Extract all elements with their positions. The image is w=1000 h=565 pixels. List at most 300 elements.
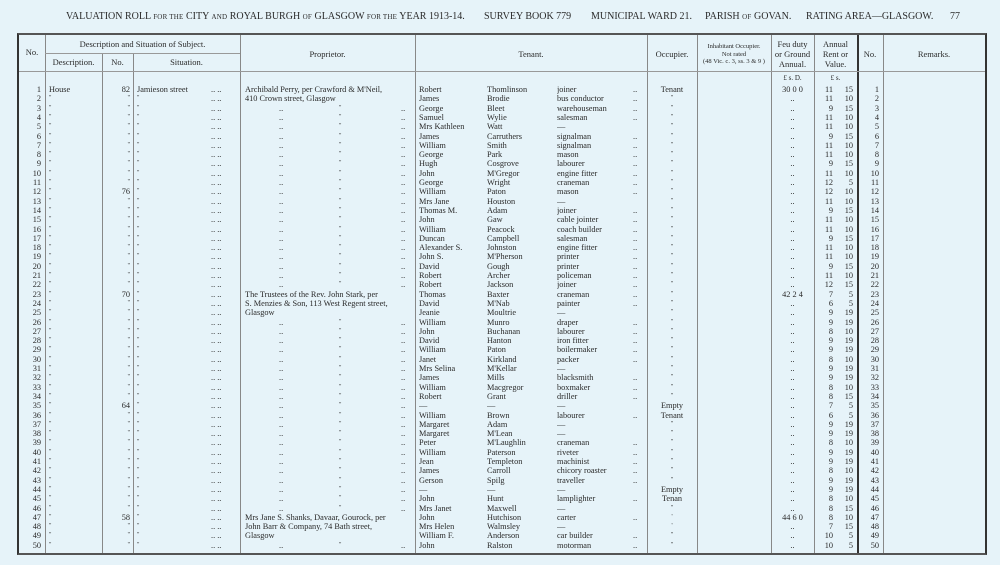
cell-occupier: " [670, 532, 674, 539]
header-number: No. [111, 57, 124, 67]
leader-dots: .. [633, 410, 638, 420]
cell-rs: 10 [844, 252, 853, 262]
cell-no: 35 [32, 401, 41, 411]
table-row [19, 345, 985, 354]
cell-rl: 9 [828, 159, 833, 169]
leader-dots: .. [633, 178, 638, 187]
cell-rl: 9 [828, 429, 833, 439]
cell-occ: lamplighter [557, 494, 596, 504]
leader-dots: .. " .. [279, 168, 406, 178]
cell-last: Anderson [487, 531, 520, 541]
leader-dots: .. [633, 261, 638, 271]
leader-dots: .. " .. [279, 224, 406, 234]
row-number-right: 14 [870, 205, 879, 215]
table-row [19, 299, 985, 308]
cell-no: 2 [36, 94, 41, 104]
cell-num: " [127, 95, 130, 102]
cell-rs: 10 [844, 243, 853, 253]
cell-num: " [127, 383, 130, 390]
table-row [19, 94, 985, 103]
cell-rl: 9 [828, 419, 833, 429]
leader-dots: .. [633, 466, 638, 476]
cell-occ: — [557, 401, 566, 411]
cell-feu: .. [790, 103, 795, 113]
leader-dots: .. [633, 354, 638, 364]
cell-first: James [419, 94, 440, 104]
cell-occ: — [557, 429, 566, 439]
leader-dots: .. " .. [279, 150, 406, 160]
cell-desc: " [49, 541, 52, 548]
cell-sit: " [137, 513, 140, 520]
page-number: 77 [950, 11, 960, 22]
cell-first: William [419, 382, 446, 392]
cell-rl: 8 [828, 503, 833, 513]
leader-dots: .. .. [211, 531, 222, 541]
cell-last: Johnston [487, 243, 517, 253]
row-number-right: 32 [870, 373, 879, 383]
cell-desc: " [49, 299, 52, 306]
table-row [19, 392, 985, 401]
cell-num: " [127, 346, 130, 353]
cell-last: Kirkland [487, 354, 517, 364]
leader-dots: .. " .. [279, 280, 406, 290]
leader-dots: .. .. [211, 410, 222, 420]
cell-first: David [419, 261, 440, 271]
cell-sit: " [137, 179, 140, 185]
title-text: OF [742, 13, 752, 21]
leader-dots: .. [633, 168, 638, 178]
row-number-right: 37 [870, 419, 879, 429]
cell-num: " [127, 206, 130, 213]
cell-no: 8 [36, 150, 41, 160]
cell-last: Paton [487, 187, 506, 197]
cell-feu: .. [790, 252, 795, 262]
cell-occupier: " [670, 132, 674, 139]
cell-desc: " [49, 188, 52, 195]
cell-last: Macgregor [487, 382, 524, 392]
cell-occ: salesman [557, 112, 588, 122]
cell-occ: painter [557, 298, 581, 308]
cell-desc: " [49, 318, 52, 325]
cell-rl: 11 [825, 122, 833, 132]
cell-feu: .. [790, 494, 795, 504]
cell-num: " [127, 355, 130, 362]
cell-occ: carter [557, 512, 576, 522]
cell-first: James [419, 373, 440, 383]
cell-sit: " [137, 290, 140, 297]
leader-dots: .. " .. [279, 447, 406, 457]
cell-no: 23 [32, 289, 41, 299]
cell-occ: boxmaker [557, 382, 591, 392]
cell-rl: 9 [828, 336, 833, 346]
row-number-right: 13 [870, 196, 879, 206]
leader-dots: .. [633, 215, 638, 225]
leader-dots: .. " .. [279, 410, 406, 420]
leader-dots: .. [633, 103, 638, 113]
table-row [19, 122, 985, 131]
cell-num: " [127, 216, 130, 223]
leader-dots: .. " .. [279, 364, 406, 373]
cell-num: " [127, 169, 130, 176]
cell-rl: 9 [828, 475, 833, 485]
cell-num: " [127, 485, 130, 492]
cell-num: " [127, 476, 130, 483]
cell-occ: mason [557, 187, 579, 197]
leader-dots: .. [633, 475, 638, 485]
cell-num: " [127, 160, 130, 167]
row-number-right: 6 [874, 131, 879, 141]
cell-first: George [419, 103, 444, 113]
cell-num: " [127, 309, 130, 316]
cell-sit: " [137, 439, 140, 446]
cell-no: 7 [36, 140, 41, 150]
leader-dots: .. .. [211, 280, 222, 290]
cell-last: Hanton [487, 336, 512, 346]
cell-occ: policeman [557, 271, 592, 280]
leader-dots: .. .. [211, 391, 222, 401]
cell-desc: " [49, 392, 52, 399]
cell-num: " [127, 458, 130, 464]
cell-rs: 15 [844, 233, 853, 243]
cell-occupier: " [670, 123, 674, 130]
header-no-2: No. [863, 49, 877, 59]
cell-sit: " [137, 318, 140, 325]
cell-rl: 9 [828, 317, 833, 327]
cell-sit: " [137, 374, 140, 381]
leader-dots: .. .. [211, 178, 222, 187]
cell-no: 22 [32, 280, 41, 290]
cell-rs: 10 [844, 271, 853, 280]
cell-last: Wylie [487, 112, 507, 122]
cell-last: Campbell [487, 233, 520, 243]
cell-occ: — [557, 122, 566, 132]
cell-desc: " [49, 244, 52, 251]
header-remarks: Remarks. [917, 49, 951, 59]
cell-last: Maxwell [487, 503, 517, 513]
cell-last: Spilg [487, 475, 505, 485]
row-number-right: 20 [870, 261, 879, 271]
cell-occupier: " [670, 225, 674, 232]
cell-sit: " [137, 392, 140, 399]
cell-desc: " [49, 253, 52, 260]
cell-occ: joiner [557, 85, 577, 94]
cell-desc: " [49, 513, 52, 520]
cell-occ: signalman [557, 131, 592, 141]
cell-occupier: " [670, 337, 674, 344]
cell-feu: .. [790, 466, 795, 476]
cell-sit: " [137, 467, 140, 474]
cell-feu: .. [790, 391, 795, 401]
row-number-right: 23 [870, 289, 879, 299]
table-row [19, 280, 985, 289]
cell-num: " [127, 123, 130, 130]
leader-dots: .. .. [211, 373, 222, 383]
leader-dots: .. [633, 243, 638, 253]
cell-occ: engine fitter [557, 243, 598, 253]
cell-first: John S. [419, 252, 444, 262]
cell-last: Jackson [487, 280, 514, 290]
row-number-right: 11 [871, 178, 879, 187]
cell-first: Robert [419, 85, 442, 94]
cell-first: Hugh [419, 159, 438, 169]
cell-occ: labourer [557, 410, 585, 420]
leader-dots: .. .. [211, 336, 222, 346]
cell-sit: " [137, 309, 140, 316]
cell-rs: 10 [844, 512, 853, 522]
leader-dots: .. .. [211, 512, 222, 522]
cell-sit: " [137, 123, 140, 130]
cell-num: " [127, 327, 130, 334]
cell-occupier: " [670, 430, 674, 437]
cell-last: Ralston [487, 540, 513, 550]
cell-feu: .. [790, 438, 795, 448]
cell-occupier: " [670, 253, 674, 260]
cell-sit: " [137, 225, 140, 232]
header-annual-rent [814, 39, 857, 69]
leader-dots: .. [633, 112, 638, 122]
cell-rl: 11 [825, 150, 833, 160]
cell-desc: " [49, 169, 52, 176]
leader-dots: .. " .. [279, 457, 406, 466]
header-text: Annual. [778, 59, 807, 69]
table-row [19, 308, 985, 317]
row-number-right: 12 [870, 187, 879, 197]
cell-first: William [419, 224, 446, 234]
cell-no: 1 [36, 85, 41, 94]
cell-num: " [127, 262, 130, 269]
cell-feu: .. [790, 233, 795, 243]
cell-first: James [419, 466, 440, 476]
table-row [19, 132, 985, 141]
cell-num: " [127, 318, 130, 325]
cell-rs: 19 [844, 419, 853, 429]
cell-occupier: " [670, 216, 674, 223]
cell-last: Paterson [487, 447, 516, 457]
cell-last: Houston [487, 196, 516, 206]
cell-first: Alexander S. [419, 243, 463, 253]
cell-occ: cable jointer [557, 215, 599, 225]
row-number-right: 44 [870, 484, 879, 494]
header-inhabitant [697, 43, 771, 66]
row-number-right: 48 [870, 522, 879, 532]
cell-first: David [419, 336, 440, 346]
leader-dots: .. [633, 326, 638, 336]
title-text: FOR THE [153, 13, 184, 21]
cell-rl: 9 [828, 364, 833, 373]
cell-occ: engine fitter [557, 168, 598, 178]
cell-desc: " [49, 402, 52, 409]
cell-feu: .. [790, 298, 795, 308]
cell-occ: — [557, 503, 566, 513]
cell-occupier: " [670, 197, 674, 204]
leader-dots: .. " .. [279, 494, 406, 504]
cell-num: " [127, 392, 130, 399]
leader-dots: .. " .. [279, 112, 406, 122]
cell-occupier: " [670, 281, 674, 288]
cell-num: " [127, 504, 130, 511]
title-text: VALUATION ROLL [66, 11, 151, 22]
cell-desc: " [49, 495, 52, 502]
cell-occ: machinist [557, 457, 590, 466]
cell-first: Jeanie [419, 308, 440, 318]
table-row [19, 494, 985, 503]
leader-dots: .. .. [211, 540, 222, 550]
cell-last: Moultrie [487, 308, 517, 318]
cell-occupier: " [670, 151, 674, 158]
cell-feu: .. [790, 131, 795, 141]
leader-dots: .. [633, 280, 638, 290]
cell-last: Brown [487, 410, 510, 420]
cell-rs: 15 [844, 131, 853, 141]
cell-first: William [419, 447, 446, 457]
cell-occ: — [557, 196, 566, 206]
title-text: YEAR 1913-14. [399, 11, 465, 22]
cell-rs: 19 [844, 373, 853, 383]
cell-num: " [127, 523, 130, 530]
row-number-right: 29 [870, 345, 879, 355]
leader-dots: .. .. [211, 122, 222, 132]
leader-dots: .. [633, 382, 638, 392]
cell-rs: 19 [844, 364, 853, 373]
leader-dots: .. .. [211, 419, 222, 429]
cell-occupier: " [670, 309, 674, 316]
cell-occ: — [557, 484, 566, 494]
cell-rl: 9 [828, 484, 833, 494]
cell-no: 12 [32, 187, 41, 197]
cell-desc: " [49, 123, 52, 130]
cell-rl: 10 [824, 531, 833, 541]
cell-rl: 7 [828, 522, 833, 532]
leader-dots: .. [633, 289, 638, 299]
leader-dots: .. [633, 94, 638, 104]
cell-feu: .. [790, 447, 795, 457]
cell-first: Gerson [419, 475, 443, 485]
cell-desc: " [49, 234, 52, 241]
cell-first: William [419, 410, 446, 420]
cell-first: John [419, 512, 435, 522]
cell-rs: 5 [848, 401, 853, 411]
cell-rl: 7 [828, 289, 833, 299]
cell-sit: " [137, 113, 140, 120]
cell-num: " [127, 132, 130, 139]
cell-occupier: " [670, 420, 674, 427]
cell-occupier: Empty [660, 401, 684, 411]
leader-dots: .. " .. [279, 215, 406, 225]
cell-rl: 11 [825, 140, 833, 150]
cell-feu: .. [790, 401, 795, 411]
header-tenant: Tenant. [518, 49, 544, 59]
row-number-right: 17 [870, 233, 879, 243]
cell-occ: traveller [557, 475, 585, 485]
table-row [19, 215, 985, 224]
cell-first: Robert [419, 271, 442, 280]
cell-num: " [127, 151, 130, 158]
table-row [19, 476, 985, 485]
cell-rl: 8 [828, 494, 833, 504]
cell-sit: " [137, 383, 140, 390]
cell-feu: .. [790, 140, 795, 150]
cell-first: William [419, 187, 446, 197]
leader-dots: .. [633, 187, 638, 197]
cell-occupier: " [670, 467, 674, 474]
leader-dots: .. .. [211, 354, 222, 364]
cell-rs: 15 [844, 159, 853, 169]
cell-prop: Glasgow [245, 308, 275, 318]
cell-feu: .. [790, 205, 795, 215]
cell-feu: .. [790, 178, 795, 187]
leader-dots: .. [633, 271, 638, 280]
cell-no: 31 [32, 364, 41, 373]
leader-dots: .. [633, 252, 638, 262]
cell-last: Hutchison [487, 512, 522, 522]
valuation-table [17, 33, 987, 555]
leader-dots: .. " .. [279, 475, 406, 485]
cell-sit: " [137, 104, 140, 111]
cell-rs: 19 [844, 308, 853, 318]
row-number-right: 38 [870, 429, 879, 439]
title-text: GLASGOW [314, 11, 365, 22]
leader-dots: .. [633, 224, 638, 234]
cell-no: 43 [32, 475, 41, 485]
leader-dots: .. [633, 373, 638, 383]
cell-no: 25 [32, 308, 41, 318]
cell-occ: joiner [557, 280, 577, 290]
cell-desc: " [49, 448, 52, 455]
cell-no: 36 [32, 410, 41, 420]
cell-last: M'Pherson [487, 252, 523, 262]
leader-dots: .. " .. [279, 243, 406, 253]
cell-feu: 42 2 4 [782, 289, 803, 299]
leader-dots: .. " .. [279, 484, 406, 494]
cell-no: 34 [32, 391, 41, 401]
cell-num: " [127, 430, 130, 437]
leader-dots: .. [633, 438, 638, 448]
cell-rs: 10 [844, 224, 853, 234]
cell-first: Robert [419, 280, 442, 290]
table-row [19, 159, 985, 168]
table-row [19, 327, 985, 336]
cell-occ: craneman [557, 438, 590, 448]
leader-dots: .. " .. [279, 336, 406, 346]
cell-last: Smith [487, 140, 507, 150]
leader-dots: .. .. [211, 140, 222, 150]
cell-occupier: " [670, 169, 674, 176]
cell-last: Brodie [487, 94, 510, 104]
row-number-right: 22 [870, 280, 879, 290]
cell-sit: " [137, 132, 140, 139]
cell-desc: " [49, 532, 52, 539]
row-number-right: 3 [874, 103, 879, 113]
cell-sit: " [137, 253, 140, 260]
cell-feu: .. [790, 150, 795, 160]
cell-desc: " [49, 309, 52, 316]
row-number-right: 31 [870, 364, 879, 373]
cell-no: 17 [32, 233, 41, 243]
cell-prop: 410 Crown street, Glasgow [245, 94, 336, 104]
cell-desc: " [49, 476, 52, 483]
cell-occupier: " [670, 439, 674, 446]
cell-occupier: " [670, 206, 674, 213]
cell-occ: — [557, 522, 566, 532]
cell-first: — [419, 484, 428, 494]
cell-num: " [127, 532, 130, 539]
cell-last: M'Lean [487, 429, 513, 439]
cell-sit: " [137, 216, 140, 223]
cell-occupier: " [670, 244, 674, 251]
cell-desc: " [49, 160, 52, 167]
cell-occ: motorman [557, 540, 592, 550]
cell-rl: 10 [824, 540, 833, 550]
